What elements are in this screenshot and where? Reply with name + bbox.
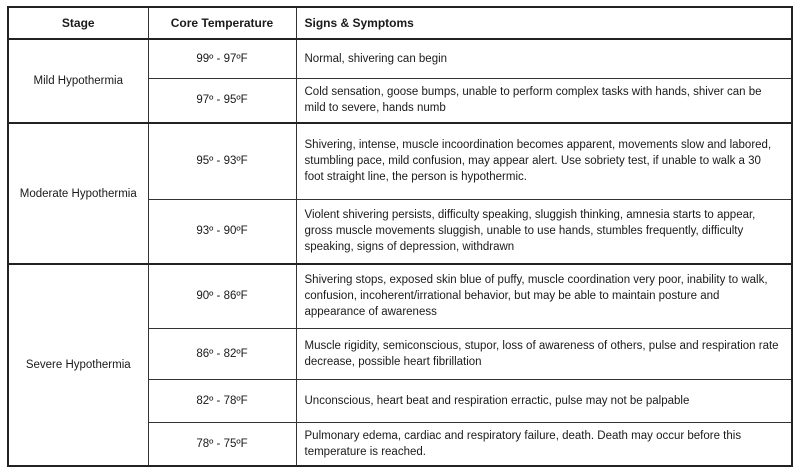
signs-cell: Unconscious, heart beat and respiration erractic, pulse may not be palpable	[296, 379, 792, 422]
temperature-cell: 93º - 90ºF	[148, 199, 296, 264]
stage-severe-hypothermia: Severe Hypothermia	[8, 264, 148, 466]
stage-mild-hypothermia: Mild Hypothermia	[8, 39, 148, 123]
temperature-cell: 97º - 95ºF	[148, 78, 296, 123]
hypothermia-stages-table	[7, 6, 793, 467]
signs-cell: Pulmonary edema, cardiac and respiratory failure, death. Death may occur before this temperature is reached.	[296, 422, 792, 466]
table-row	[8, 123, 792, 199]
table-row	[8, 39, 792, 78]
signs-cell: Normal, shivering can begin	[296, 39, 792, 78]
signs-cell: Shivering, intense, muscle incoordination becomes apparent, movements slow and labored, stumbling pace, mild confusion, may appear alert. Use sobriety test, if unable to walk a 30 foot straight line, the person is hypothermic.	[296, 123, 792, 199]
header-core-temperature: Core Temperature	[148, 7, 296, 39]
temperature-cell: 95º - 93ºF	[148, 123, 296, 199]
table-row	[8, 264, 792, 328]
signs-cell: Muscle rigidity, semiconscious, stupor, loss of awareness of others, pulse and respiration rate decrease, possible heart fibrillation	[296, 328, 792, 379]
signs-cell: Cold sensation, goose bumps, unable to perform complex tasks with hands, shiver can be mild to severe, hands numb	[296, 78, 792, 123]
temperature-cell: 82º - 78ºF	[148, 379, 296, 422]
header-row	[8, 7, 792, 39]
signs-cell: Violent shivering persists, difficulty speaking, sluggish thinking, amnesia starts to appear, gross muscle movements sluggish, unable to use hands, stumbles frequently, difficulty speaking, signs of depression, withdrawn	[296, 199, 792, 264]
temperature-cell: 86º - 82ºF	[148, 328, 296, 379]
header-signs-symptoms: Signs & Symptoms	[296, 7, 792, 39]
temperature-cell: 90º - 86ºF	[148, 264, 296, 328]
temperature-cell: 99º - 97ºF	[148, 39, 296, 78]
signs-cell: Shivering stops, exposed skin blue of puffy, muscle coordination very poor, inability to walk, confusion, incoherent/irrational behavior, but may be able to maintain posture and appearance of awareness	[296, 264, 792, 328]
stage-moderate-hypothermia: Moderate Hypothermia	[8, 123, 148, 264]
header-stage: Stage	[8, 7, 148, 39]
temperature-cell: 78º - 75ºF	[148, 422, 296, 466]
